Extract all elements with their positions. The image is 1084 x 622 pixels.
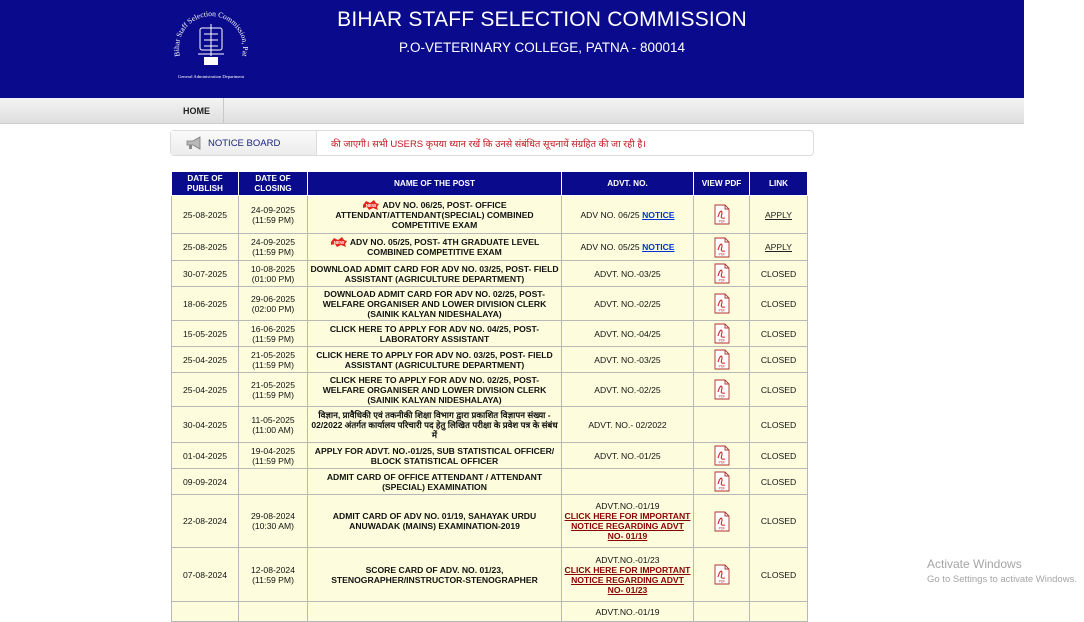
publish-date-cell	[172, 443, 239, 469]
post-name[interactable]: विज्ञान, प्रावैधिकी एवं तकनीकी शिक्षा विभाग द्वारा प्रकाशित विज्ञापन संख्या - 02/2022 अंतर्गत कार्यालय परिचारी पद हेतु लिखित परीक्षा के प्रवेश पत्र के संबंध में	[311, 409, 558, 440]
site-header	[0, 0, 1024, 98]
publish-date-cell	[172, 373, 239, 407]
closing-date-cell	[239, 602, 308, 622]
svg-text:Bihar Staff Selection Commissi: Bihar Staff Selection Commission, Pat	[171, 9, 251, 58]
site-title: BIHAR STAFF SELECTION COMMISSION	[337, 8, 747, 31]
view-pdf-cell[interactable]	[694, 407, 750, 443]
svg-text:PDF: PDF	[718, 486, 725, 491]
new-badge-icon	[362, 200, 380, 210]
closing-time: (10:30 AM)	[251, 521, 295, 531]
svg-text:PDF: PDF	[718, 338, 725, 343]
view-pdf-cell[interactable]	[694, 321, 750, 347]
closing-time: (11:00 AM)	[252, 424, 294, 435]
advt-no: ADVT. NO.-04/25	[594, 328, 661, 339]
advt-no: ADVT. NO.-02/25	[594, 298, 661, 309]
header-date-publish: DATE OF PUBLISH	[172, 172, 239, 196]
table-row	[172, 373, 808, 407]
pdf-icon[interactable]	[714, 511, 730, 532]
post-name-cell[interactable]	[308, 469, 562, 495]
advt-no-cell	[562, 261, 694, 287]
status-text: CLOSED	[760, 354, 797, 365]
pdf-icon[interactable]	[714, 471, 730, 492]
svg-text:PDF: PDF	[718, 579, 725, 584]
advt-no: ADVT. NO.-01/25	[594, 450, 661, 461]
table-row	[172, 347, 808, 373]
table-body	[172, 196, 808, 622]
closing-date: 19-04-2025	[251, 445, 295, 456]
post-name[interactable]: ADMIT CARD OF OFFICE ATTENDANT / ATTENDANT (SPECIAL) EXAMINATION	[326, 471, 543, 492]
closing-time: (11:59 PM)	[252, 389, 294, 400]
advt-notice-link[interactable]: NOTICE	[642, 242, 675, 252]
publish-date-cell	[172, 602, 239, 622]
post-name-cell[interactable]	[308, 407, 562, 443]
publish-date: 01-04-2025	[183, 450, 227, 461]
header-post-name: NAME OF THE POST	[308, 172, 562, 196]
pdf-icon[interactable]	[714, 379, 730, 400]
view-pdf-cell[interactable]	[694, 602, 750, 622]
status-text: CLOSED	[760, 476, 797, 487]
status-text: CLOSED	[760, 569, 797, 580]
closing-date: 24-09-2025	[251, 204, 295, 215]
publish-date: 07-08-2024	[183, 569, 227, 580]
post-name-cell[interactable]	[308, 548, 562, 602]
view-pdf-cell[interactable]	[694, 196, 750, 234]
status-text: CLOSED	[760, 516, 797, 526]
advt-no-cell	[562, 373, 694, 407]
advt-no-cell	[562, 469, 694, 495]
closing-date: 12-08-2024	[251, 564, 295, 575]
nav-home-link[interactable]: HOME	[170, 98, 224, 123]
table-row	[172, 407, 808, 443]
advt-no-cell	[562, 347, 694, 373]
status-text: CLOSED	[760, 384, 797, 395]
closing-time: (11:59 PM)	[252, 247, 294, 257]
advt-no: ADV NO. 06/25	[580, 209, 640, 220]
svg-text:PDF: PDF	[718, 278, 725, 283]
table-row	[172, 495, 808, 548]
new-badge-icon	[330, 237, 348, 247]
advt-no: ADVT. NO.-03/25	[594, 268, 661, 279]
closing-time: (11:59 PM)	[252, 214, 294, 225]
view-pdf-cell[interactable]	[694, 443, 750, 469]
closing-date-cell	[239, 261, 308, 287]
publish-date: 18-06-2025	[183, 298, 227, 309]
closing-date: 16-06-2025	[251, 323, 295, 334]
closing-time: (11:59 PM)	[252, 455, 294, 466]
view-pdf-cell[interactable]	[694, 373, 750, 407]
header-advt-no: ADVT. NO.	[562, 172, 694, 196]
status-link-cell[interactable]	[750, 548, 808, 602]
publish-date: 15-05-2025	[183, 328, 227, 339]
post-name[interactable]: CLICK HERE TO APPLY FOR ADV NO. 03/25, POST- FIELD ASSISTANT (AGRICULTURE DEPARTMENT)	[316, 349, 553, 370]
pdf-icon[interactable]	[714, 204, 730, 225]
advt-no-cell	[562, 443, 694, 469]
header-view-pdf: VIEW PDF	[694, 172, 750, 196]
advt-no-cell	[562, 234, 694, 261]
important-notice-link[interactable]: CLICK HERE FOR IMPORTANT NOTICE REGARDING ADVT NO- 01/23	[564, 564, 691, 595]
post-name-cell[interactable]	[308, 443, 562, 469]
pdf-icon[interactable]	[714, 237, 730, 258]
svg-text:PDF: PDF	[718, 219, 725, 224]
publish-date: 30-07-2025	[183, 268, 227, 279]
table-row	[172, 469, 808, 495]
publish-date: 09-09-2024	[183, 476, 227, 487]
closing-date: 24-09-2025	[251, 237, 295, 247]
view-pdf-cell[interactable]	[694, 469, 750, 495]
table-row	[172, 443, 808, 469]
vacancy-table	[171, 171, 808, 622]
status-link-cell[interactable]	[750, 234, 808, 261]
notice-scrolling-text[interactable]: की जाएगी। सभी USERS कृपया ध्यान रखें कि उनसे संबंधित सूचनायें संग्रहित की जा रही है।	[331, 139, 646, 150]
svg-text:General Administration Departm: General Administration Department	[177, 74, 245, 79]
svg-text:NEW: NEW	[333, 240, 344, 245]
closing-date-cell	[239, 548, 308, 602]
apply-link[interactable]: APPLY	[764, 242, 793, 252]
table-header-row	[172, 172, 808, 196]
closing-date-cell	[239, 321, 308, 347]
status-link-cell[interactable]	[750, 321, 808, 347]
post-name[interactable]: DOWNLOAD ADMIT CARD FOR ADV NO. 03/25, POST- FIELD ASSISTANT (AGRICULTURE DEPARTMENT)	[310, 263, 559, 284]
status-text: CLOSED	[760, 328, 797, 339]
closing-date-cell	[239, 347, 308, 373]
table-row	[172, 321, 808, 347]
closing-date: 29-08-2024	[251, 511, 295, 521]
svg-text:PDF: PDF	[718, 394, 725, 399]
closing-date-cell	[239, 469, 308, 495]
publish-date-cell	[172, 234, 239, 261]
table-row	[172, 261, 808, 287]
post-name[interactable]: SCORE CARD OF ADV. NO. 01/23, STENOGRAPHER/INSTRUCTOR-STENOGRAPHER	[331, 564, 538, 585]
closing-date-cell	[239, 196, 308, 234]
publish-date-cell	[172, 469, 239, 495]
closing-date-cell	[239, 234, 308, 261]
header-link: LINK	[750, 172, 808, 196]
advt-no-cell	[562, 407, 694, 443]
publish-date: 25-08-2025	[183, 209, 227, 220]
important-notice-link[interactable]: CLICK HERE FOR IMPORTANT NOTICE REGARDING ADVT NO- 01/19	[564, 511, 691, 541]
svg-text:PDF: PDF	[718, 308, 725, 313]
closing-date-cell	[239, 495, 308, 548]
status-text: CLOSED	[760, 298, 797, 309]
notice-board-header	[171, 131, 317, 155]
status-text: CLOSED	[760, 450, 797, 461]
post-name-cell[interactable]	[308, 234, 562, 261]
view-pdf-cell[interactable]	[694, 287, 750, 321]
pdf-icon[interactable]	[714, 263, 730, 284]
pdf-icon[interactable]	[714, 349, 730, 370]
post-name-cell[interactable]	[308, 287, 562, 321]
post-name-cell[interactable]	[308, 321, 562, 347]
status-link-cell[interactable]	[750, 407, 808, 443]
advt-no: ADVT.NO.-01/23	[595, 554, 660, 565]
notice-board	[170, 130, 814, 156]
post-name[interactable]: ADV NO. 05/25, POST- 4TH GRADUATE LEVEL COMBINED COMPETITIVE EXAM	[349, 237, 540, 257]
status-link-cell[interactable]	[750, 602, 808, 622]
pdf-icon[interactable]	[714, 564, 730, 585]
status-text: CLOSED	[760, 419, 797, 430]
megaphone-icon	[185, 136, 203, 150]
status-link-cell[interactable]	[750, 261, 808, 287]
advt-no: ADVT. NO.- 02/2022	[588, 419, 667, 430]
status-link-cell[interactable]	[750, 469, 808, 495]
view-pdf-cell[interactable]	[694, 261, 750, 287]
closing-time: (11:59 PM)	[252, 574, 294, 585]
publish-date-cell	[172, 287, 239, 321]
closing-date: 21-05-2025	[251, 379, 295, 390]
status-link-cell[interactable]	[750, 287, 808, 321]
apply-link[interactable]: APPLY	[764, 209, 793, 220]
advt-no: ADV NO. 05/25	[580, 242, 640, 252]
windows-activation-subtitle: Go to Settings to activate Windows.	[927, 574, 1077, 585]
status-link-cell[interactable]	[750, 196, 808, 234]
post-name[interactable]: CLICK HERE TO APPLY FOR ADV NO. 02/25, POST- WELFARE ORGANISER AND LOWER DIVISION CLERK (SAINIK KALYAN NIDESHALAYA)	[322, 374, 547, 405]
pdf-icon[interactable]	[714, 445, 730, 466]
advt-no-cell	[562, 321, 694, 347]
status-link-cell[interactable]	[750, 373, 808, 407]
svg-text:PDF: PDF	[718, 364, 725, 369]
windows-activation-title: Activate Windows	[927, 557, 1022, 571]
closing-date-cell	[239, 443, 308, 469]
closing-time: (11:59 PM)	[252, 333, 294, 344]
view-pdf-cell[interactable]	[694, 347, 750, 373]
closing-time: (02:00 PM)	[251, 303, 295, 314]
status-link-cell[interactable]	[750, 347, 808, 373]
closing-time: (01:00 PM)	[251, 273, 295, 284]
closing-date: 29-06-2025	[251, 293, 295, 304]
table-row	[172, 196, 808, 234]
post-name[interactable]: CLICK HERE TO APPLY FOR ADV NO. 04/25, POST- LABORATORY ASSISTANT	[329, 323, 540, 344]
advt-no: ADVT.NO.-01/19	[595, 606, 660, 617]
publish-date-cell	[172, 548, 239, 602]
svg-text:PDF: PDF	[718, 252, 725, 256]
header-date-closing: DATE OF CLOSING	[239, 172, 308, 196]
advt-notice-link[interactable]: NOTICE	[642, 209, 675, 220]
notice-board-label: NOTICE BOARD	[208, 137, 281, 149]
post-name-cell[interactable]	[308, 261, 562, 287]
status-link-cell[interactable]	[750, 443, 808, 469]
publish-date: 22-08-2024	[183, 516, 227, 526]
site-address: P.O-VETERINARY COLLEGE, PATNA - 800014	[398, 40, 686, 55]
view-pdf-cell[interactable]	[694, 234, 750, 261]
publish-date: 25-04-2025	[183, 384, 227, 395]
table-row	[172, 234, 808, 261]
advt-no-cell	[562, 602, 694, 622]
advt-no: ADVT. NO.-02/25	[594, 384, 661, 395]
table-row	[172, 602, 808, 622]
publish-date-cell	[172, 196, 239, 234]
publish-date-cell	[172, 407, 239, 443]
pdf-icon[interactable]	[714, 293, 730, 314]
closing-date-cell	[239, 373, 308, 407]
svg-text:PDF: PDF	[718, 460, 725, 465]
svg-text:NEW: NEW	[366, 202, 377, 208]
closing-date: 11-05-2025	[251, 414, 295, 425]
advt-no: ADVT.NO.-01/19	[595, 501, 660, 511]
publish-date-cell	[172, 321, 239, 347]
advt-no-cell	[562, 287, 694, 321]
status-text: CLOSED	[760, 268, 797, 279]
closing-time: (11:59 PM)	[252, 359, 294, 370]
post-name-cell[interactable]	[308, 196, 562, 234]
publish-date: 25-08-2025	[183, 242, 227, 252]
closing-date-cell	[239, 287, 308, 321]
pdf-icon[interactable]	[714, 323, 730, 344]
post-name-cell[interactable]	[308, 347, 562, 373]
advt-no-cell	[562, 196, 694, 234]
main-nav	[0, 98, 1024, 124]
advt-no-cell	[562, 548, 694, 602]
post-name[interactable]: ADMIT CARD OF ADV NO. 01/19, SAHAYAK URDU ANUWADAK (MAINS) EXAMINATION-2019	[332, 511, 537, 531]
publish-date-cell	[172, 347, 239, 373]
table-row	[172, 287, 808, 321]
post-name[interactable]: APPLY FOR ADVT. NO.-01/25, SUB STATISTICAL OFFICER/ BLOCK STATISTICAL OFFICER	[314, 445, 555, 466]
publish-date: 25-04-2025	[183, 354, 227, 365]
status-link-cell[interactable]	[750, 495, 808, 548]
post-name-cell[interactable]	[308, 373, 562, 407]
closing-date: 21-05-2025	[251, 349, 295, 360]
advt-no: ADVT. NO.-03/25	[594, 354, 661, 365]
publish-date-cell	[172, 495, 239, 548]
svg-text:PDF: PDF	[718, 526, 725, 530]
closing-date: 10-08-2025	[251, 263, 295, 274]
post-name-cell[interactable]	[308, 602, 562, 622]
post-name[interactable]: ADV NO. 06/25, POST- OFFICE ATTENDANT/ATTENDANT(SPECIAL) COMBINED COMPETITIVE EXAM	[335, 199, 534, 230]
publish-date-cell	[172, 261, 239, 287]
post-name-cell[interactable]	[308, 495, 562, 548]
publish-date: 30-04-2025	[183, 419, 227, 430]
table-row	[172, 548, 808, 602]
post-name[interactable]: DOWNLOAD ADMIT CARD FOR ADV NO. 02/25, POST- WELFARE ORGANISER AND LOWER DIVISION CLERK (SAINIK KALYAN NIDESHALAYA)	[322, 288, 547, 319]
view-pdf-cell[interactable]	[694, 548, 750, 602]
view-pdf-cell[interactable]	[694, 495, 750, 548]
closing-date-cell	[239, 407, 308, 443]
advt-no-cell	[562, 495, 694, 548]
